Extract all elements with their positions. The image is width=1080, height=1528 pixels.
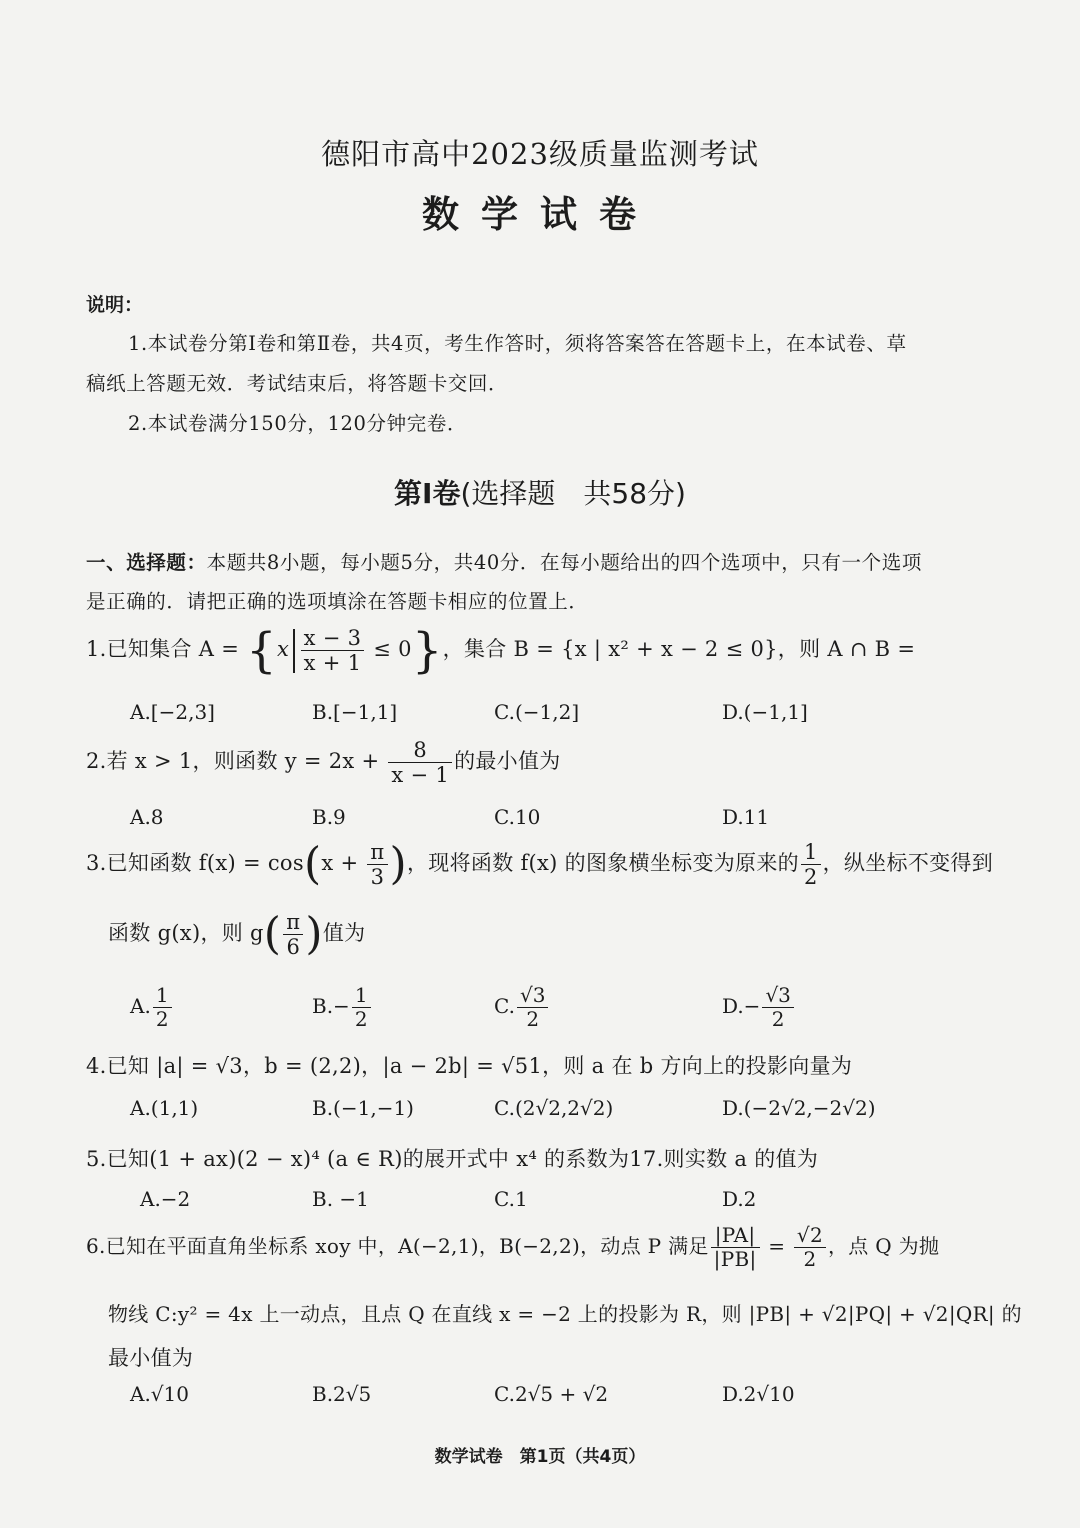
q6-equals: = [768,1234,786,1258]
q3-option-d-num: √3 [762,984,793,1008]
part1-instructions-line-1 [86,547,922,575]
q6-value-denominator: 2 [803,1247,817,1271]
question-6-line-2: 物线 C:y² = 4x 上一动点，且点 Q 在直线 x = −2 上的投影为 R，则 |PB| + √2|PQ| + √2|QR| 的 [108,1302,1022,1326]
question-4: 4.已知 |a| = √3，b = (2,2)，|a − 2b| = √51，则 a 在 b 方向上的投影向量为 [86,1054,853,1078]
q3-option-a [130,984,174,1031]
q3-option-d [722,984,796,1031]
q2-prefix: 2.若 x > 1，则函数 y = 2x + [86,749,387,774]
q2-option-c: C.10 [494,805,541,829]
q2-option-d: D.11 [722,805,770,829]
part1-text-1: 本题共8小题，每小题5分，共40分．在每小题给出的四个选项中，只有一个选项 [206,551,922,574]
q3-g-fraction [283,910,303,959]
q3-pi-fraction [367,840,387,889]
q3-half-numerator: 1 [801,840,821,865]
question-2 [86,738,561,787]
q4-option-b: B.(−1,−1) [312,1096,414,1120]
notes-heading: 说明： [86,294,144,316]
q3-option-a-fraction [153,984,172,1031]
question-6-line-3: 最小值为 [108,1346,194,1370]
q3-prefix: 3.已知函数 f(x) = cos [86,851,304,876]
q3-half-fraction [801,840,821,889]
q5-option-c: C.1 [494,1187,528,1211]
q6-option-c: C.2√5 + √2 [494,1382,609,1406]
part1-heading: 一、选择题： [86,551,207,574]
note-item-1-line-1: 1.本试卷分第Ⅰ卷和第Ⅱ卷，共4页，考生作答时，须将答案答在答题卡上，在本试卷、草 [128,332,907,355]
q3-option-c [494,984,550,1031]
q3-option-b [312,984,373,1031]
q6-value-fraction [794,1224,826,1271]
q6-suffix: ，点 Q 为抛 [828,1234,940,1258]
q6-ratio-denominator: |PB| [713,1247,757,1271]
left-paren: ( [263,908,282,960]
q1-var: x [276,637,290,662]
q6-value-numerator: √2 [794,1224,826,1248]
q3-option-c-label: C. [494,994,515,1018]
question-1 [86,622,916,679]
q3-option-b-fraction [352,984,371,1031]
q3-line2-suffix: 值为 [322,921,366,946]
q1-numerator: x − 3 [301,626,365,651]
q3-pi-numerator: π [367,840,387,865]
q1-prefix: 1.已知集合 A = [86,637,247,662]
q2-numerator: 8 [388,738,452,763]
page-footer: 数学试卷 第1页（共4页） [434,1447,646,1467]
q3-option-d-label: D.− [722,994,761,1018]
set-bar [293,629,295,673]
q5-option-d: D.2 [722,1187,757,1211]
q3-option-b-den: 2 [354,1007,368,1031]
question-3-line-2 [108,910,365,959]
q5-option-a: A.−2 [140,1187,191,1211]
right-brace: } [411,622,443,679]
q6-option-a: A.√10 [130,1382,189,1406]
left-brace: { [246,622,277,679]
q3-option-b-label: B.− [312,994,350,1018]
exam-title: 德阳市高中2023级质量监测考试 [321,137,759,171]
left-paren: ( [303,838,322,890]
q3-option-d-fraction [762,984,793,1031]
q2-fraction [388,738,452,787]
q3-option-a-num: 1 [153,984,172,1008]
q3-option-c-den: 2 [526,1007,540,1031]
q1-denominator: x + 1 [303,651,362,676]
q3-option-b-num: 1 [352,984,371,1008]
q2-option-a: A.8 [130,805,164,829]
q1-option-a: A.[−2,3] [130,700,215,724]
q2-suffix: 的最小值为 [454,749,561,774]
paper-title: 数学试卷 [422,193,658,236]
question-3 [86,840,993,889]
q3-g-denominator: 6 [286,935,301,960]
part1-instructions-line-2: 是正确的．请把正确的选项填涂在答题卡相应的位置上． [86,590,589,613]
q3-suffix: ，纵坐标不变得到 [822,851,994,876]
q3-option-d-den: 2 [771,1007,785,1031]
q3-half-denominator: 2 [803,865,818,890]
q3-option-a-label: A. [130,994,151,1018]
q1-suffix: ，集合 B = {x | x² + x − 2 ≤ 0}，则 A ∩ B = [442,637,916,662]
section-title-main: 第Ⅰ卷 [394,477,461,510]
q3-middle: ，现将函数 f(x) 的图象横坐标变为原来的 [407,851,799,876]
q3-option-a-den: 2 [155,1007,169,1031]
q3-pi-denominator: 3 [370,865,385,890]
question-5: 5.已知(1 + ax)(2 − x)⁴ (a ∈ R)的展开式中 x⁴ 的系数为17.则实数 a 的值为 [86,1147,819,1171]
q4-option-d: D.(−2√2,−2√2) [722,1096,876,1120]
q3-option-c-num: √3 [517,984,548,1008]
q1-option-d: D.(−1,1] [722,700,808,724]
q3-line2-prefix: 函数 g(x)，则 g [108,921,264,946]
q3-g-numerator: π [283,910,303,935]
q1-fraction [301,626,365,675]
q6-ratio-fraction [711,1224,760,1271]
q1-condition: ≤ 0 [373,637,412,662]
q6-option-b: B.2√5 [312,1382,372,1406]
q3-option-c-fraction [517,984,548,1031]
note-item-2: 2.本试卷满分150分，120分钟完卷． [128,412,468,435]
q1-option-b: B.[−1,1] [312,700,398,724]
q6-option-d: D.2√10 [722,1382,795,1406]
note-item-1-line-2: 稿纸上答题无效．考试结束后，将答题卡交回． [86,372,509,395]
q4-option-a: A.(1,1) [130,1096,199,1120]
q2-option-b: B.9 [312,805,346,829]
q2-denominator: x − 1 [391,763,450,788]
q4-option-c: C.(2√2,2√2) [494,1096,614,1120]
q3-arg: x + [321,851,366,876]
q1-option-c: C.(−1,2] [494,700,580,724]
section-title [0,472,1080,512]
q6-ratio-numerator: |PA| [711,1224,760,1248]
section-title-sub: (选择题 共58分) [460,477,686,510]
right-paren: ) [389,838,407,890]
q6-prefix: 6.已知在平面直角坐标系 xoy 中，A(−2,1)，B(−2,2)，动点 P 满足 [86,1234,709,1258]
right-paren: ) [305,908,323,960]
question-6 [86,1224,939,1271]
q5-option-b: B. −1 [312,1187,369,1211]
